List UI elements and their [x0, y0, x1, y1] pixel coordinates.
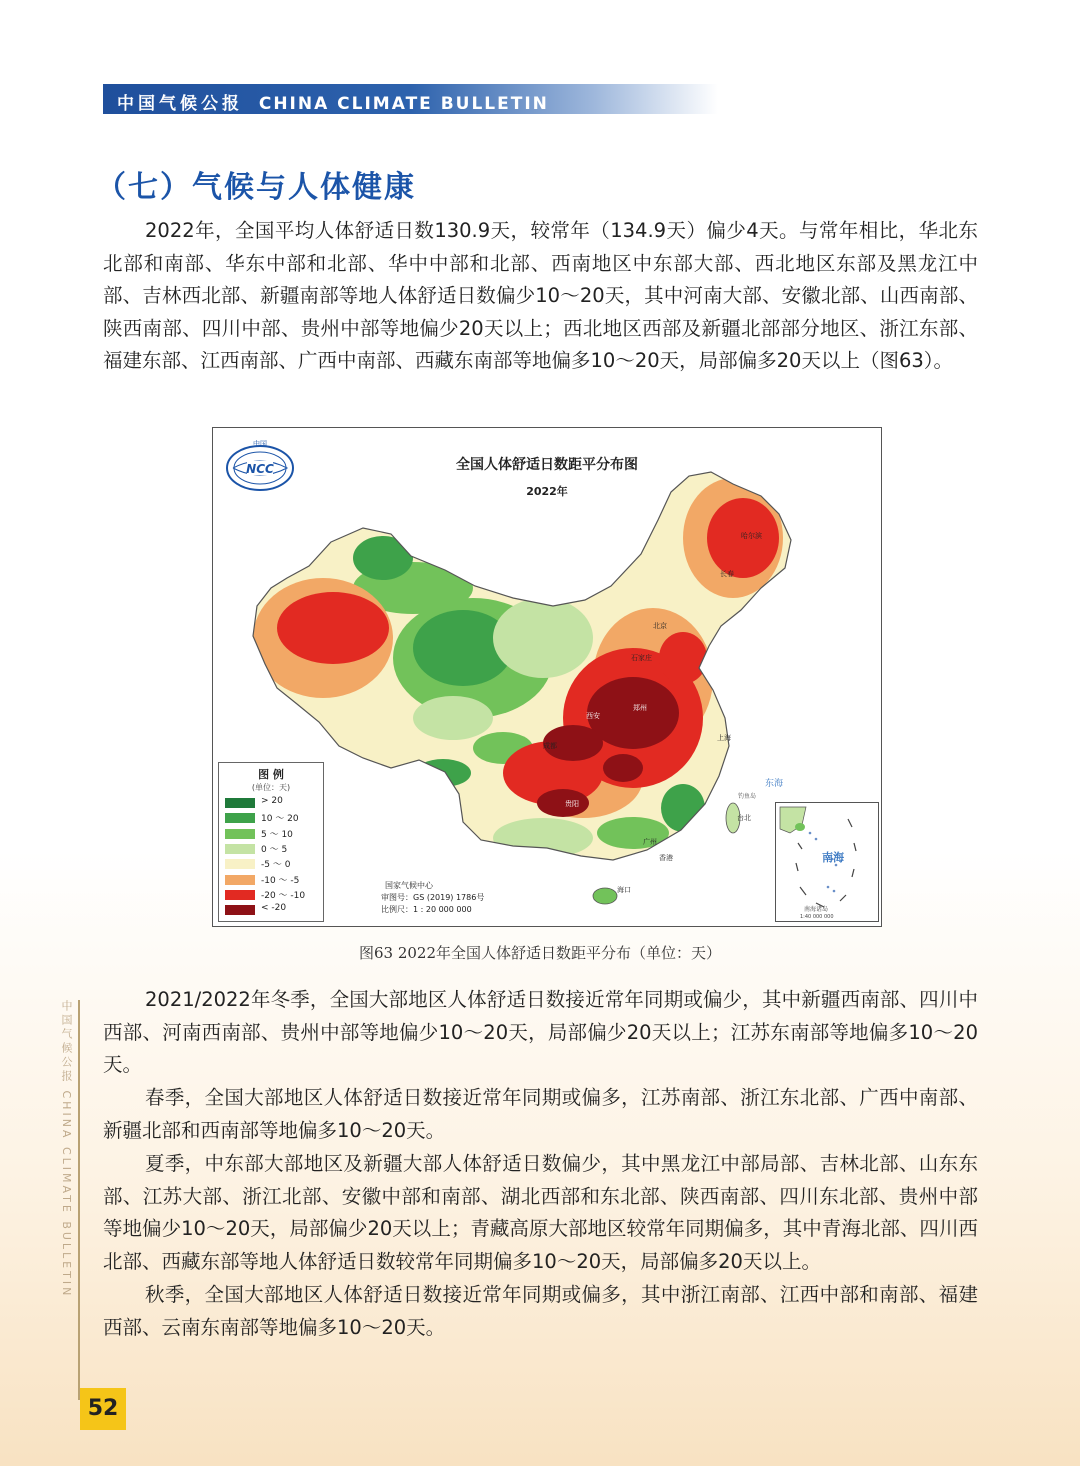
header-title: 中国气候公报 CHINA CLIMATE BULLETIN — [117, 94, 549, 114]
page-number: 52 — [80, 1388, 126, 1430]
map-title: 全国人体舒适日数距平分布图 — [456, 457, 638, 473]
legend-label: 5 ～ 10 — [261, 829, 293, 840]
legend-label: -20 ～ -10 — [261, 890, 306, 901]
svg-text:香港: 香港 — [659, 854, 673, 862]
svg-text:NCC: NCC — [246, 462, 274, 476]
svg-text:广州: 广州 — [643, 838, 657, 846]
svg-text:哈尔滨: 哈尔滨 — [741, 532, 762, 540]
svg-text:南海诸岛: 南海诸岛 — [804, 906, 829, 913]
svg-text:贵阳: 贵阳 — [565, 800, 579, 808]
legend-label: 10 ～ 20 — [261, 814, 299, 825]
map-legend: 图 例 (单位：天) > 20 10 ～ 20 5 ～ 10 0 ～ 5 -5 ～ 0 -10 ～ -5 -20 ～ -10 < -20 — [218, 762, 324, 922]
svg-text:长春: 长春 — [720, 570, 734, 578]
legend-item — [225, 874, 321, 886]
map-credit: 国家气候中心 审图号：GS (2019) 1786号 比例尺：1 : 20 000 000 — [381, 881, 485, 914]
legend-swatch — [225, 875, 255, 885]
legend-item — [225, 797, 321, 809]
map-year: 2022年 — [526, 485, 568, 498]
svg-text:成都: 成都 — [543, 742, 557, 750]
header-bar — [103, 84, 718, 114]
legend-item — [225, 812, 321, 824]
legend-label: 0 ～ 5 — [261, 844, 288, 855]
legend-swatch — [225, 813, 255, 823]
svg-text:郑州: 郑州 — [633, 704, 647, 712]
legend-label: -5 ～ 0 — [261, 860, 291, 871]
section-title: （七）气候与人体健康 — [96, 170, 416, 205]
map-figure — [212, 427, 882, 927]
paragraph-annual: 2022年，全国平均人体舒适日数130.9天，较常年（134.9天）偏少4天。与常年相比，华北东北部和南部、华东中部和北部、华中中部和北部、西南地区中东部大部、西北地区东部及黑龙江中部、吉林西北部、新疆南部等地人体舒适日数偏少10～20天，其中河南大部、安徽北部、山西南部、陕西南部、四川中部、贵州中部等地偏少20天以上；西北地区西部及新疆北部部分地区、浙江东部、福建东部、江西南部、广西中南部、西藏东南部等地偏多10～20天，局部偏多20天以上（图63）。 — [103, 219, 978, 372]
legend-item — [225, 889, 321, 901]
legend-item — [225, 904, 321, 916]
paragraph-autumn: 秋季，全国大部地区人体舒适日数接近常年同期或偏多，其中浙江南部、江西中部和南部、福建西部、云南东南部等地偏多10～20天。 — [103, 1283, 978, 1339]
legend-swatch — [225, 890, 255, 900]
figure-caption: 图63 2022年全国人体舒适日数距平分布（单位：天） — [358, 944, 722, 962]
svg-text:中国: 中国 — [253, 440, 267, 448]
svg-text:钓鱼岛: 钓鱼岛 — [738, 793, 757, 800]
paragraph-spring: 春季，全国大部地区人体舒适日数接近常年同期或偏多，江苏南部、浙江东北部、广西中南部、新疆北部和西南部等地偏多10～20天。 — [103, 1086, 978, 1142]
svg-text:西安: 西安 — [586, 712, 600, 720]
legend-swatch — [225, 844, 255, 854]
svg-text:北京: 北京 — [653, 622, 667, 630]
legend-label: < -20 — [261, 903, 287, 914]
svg-text:1:40 000 000: 1:40 000 000 — [800, 914, 834, 920]
legend-swatch — [225, 829, 255, 839]
svg-text:台北: 台北 — [737, 814, 751, 822]
svg-text:石家庄: 石家庄 — [631, 654, 652, 662]
paragraph-winter: 2021/2022年冬季，全国大部地区人体舒适日数接近常年同期或偏少，其中新疆西南部、四川中西部、河南西南部、贵州中部等地偏少10～20天，局部偏少20天以上；江苏东南部等地偏多10～20天。 — [103, 988, 978, 1076]
svg-text:海口: 海口 — [617, 886, 631, 894]
legend-label: > 20 — [261, 796, 283, 806]
side-running-title: 中国气候公报 CHINA CLIMATE BULLETIN — [60, 1000, 73, 1299]
legend-swatch — [225, 859, 255, 869]
legend-swatch — [225, 798, 255, 808]
south-sea-inset — [775, 802, 879, 922]
side-rule — [78, 1000, 80, 1400]
legend-item — [225, 858, 321, 870]
svg-text:上海: 上海 — [717, 734, 731, 742]
legend-item — [225, 828, 321, 840]
legend-item — [225, 843, 321, 855]
legend-label: -10 ～ -5 — [261, 875, 300, 886]
paragraph-summer: 夏季，中东部大部地区及新疆大部人体舒适日数偏少，其中黑龙江中部局部、吉林北部、山东东部、江苏大部、浙江北部、安徽中部和南部、湖北西部和东北部、陕西南部、四川东北部、贵州中部等地偏少10～20天，局部偏少20天以上；青藏高原大部地区较常年同期偏多，其中青海北部、四川西北部、西藏东部等地人体舒适日数较常年同期偏多10～20天，局部偏多20天以上。 — [103, 1152, 978, 1273]
svg-text:东海: 东海 — [765, 779, 784, 789]
svg-text:南海: 南海 — [822, 851, 844, 864]
legend-swatch — [225, 905, 255, 915]
